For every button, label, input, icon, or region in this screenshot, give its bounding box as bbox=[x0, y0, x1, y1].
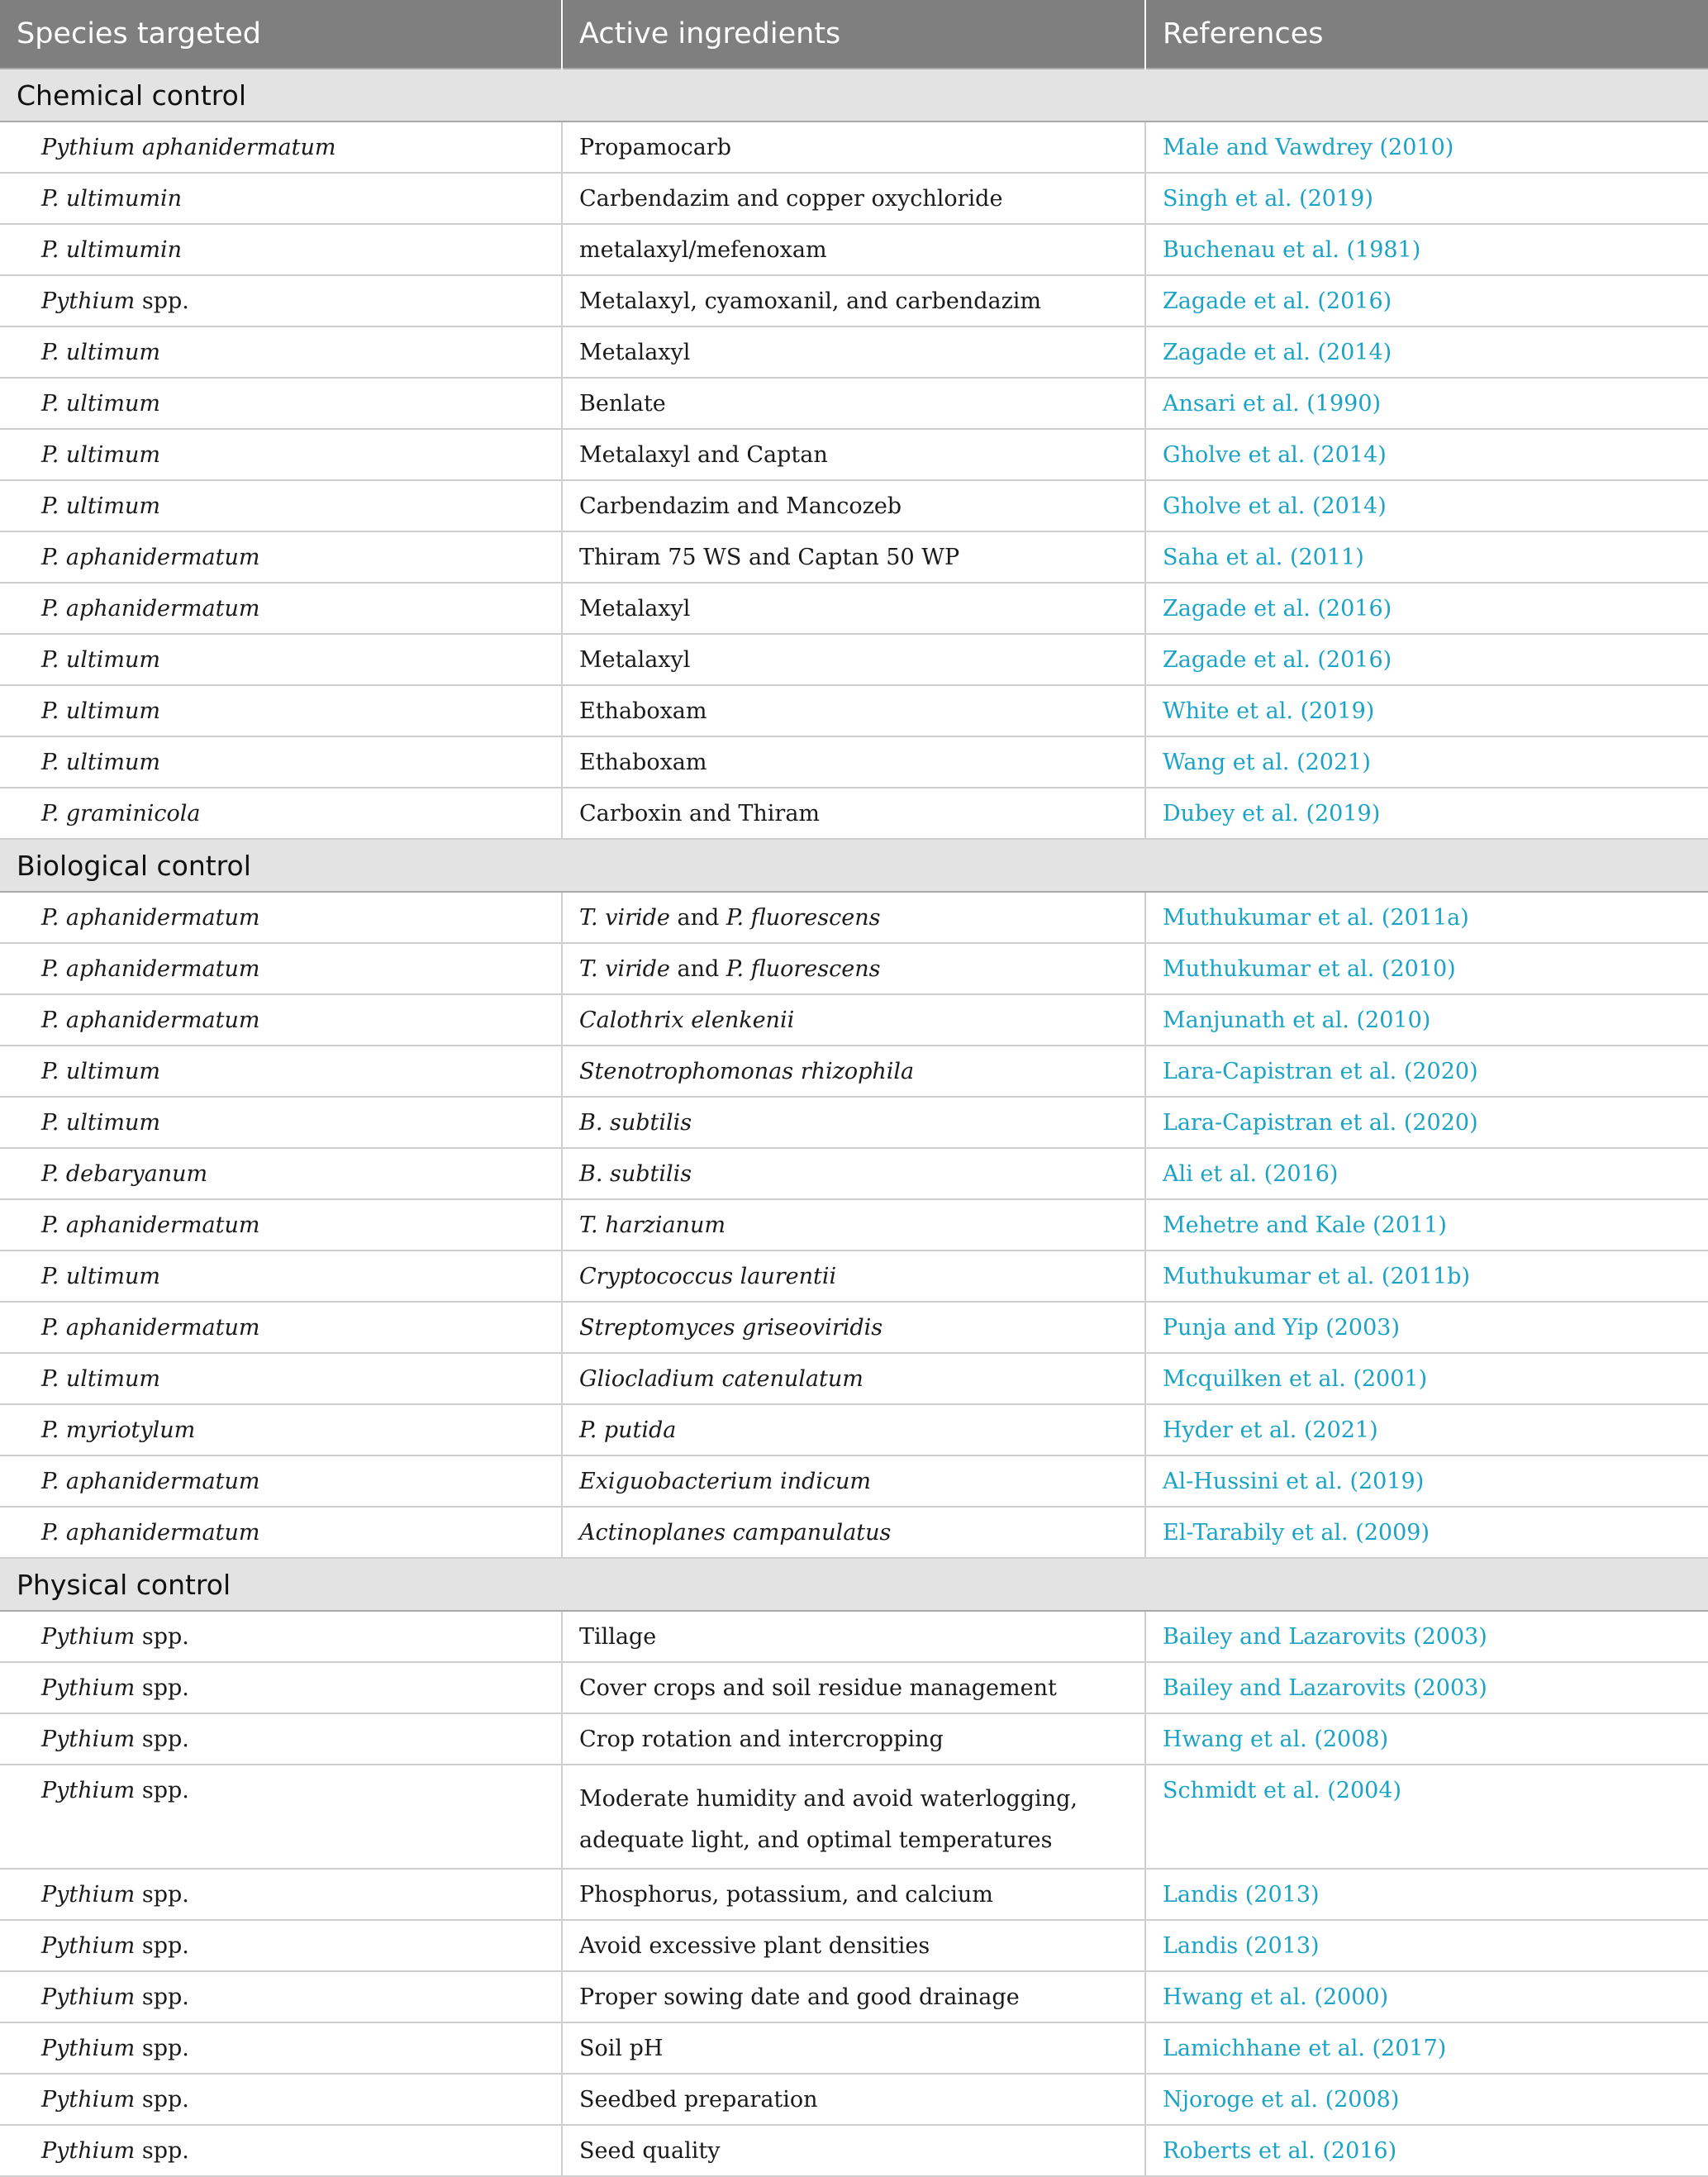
reference-link[interactable]: Manjunath et al. (2010) bbox=[1145, 994, 1708, 1046]
table-row bbox=[0, 685, 1708, 736]
species-cell: P. aphanidermatum bbox=[0, 892, 562, 943]
ingredient-cell: Cryptococcus laurentii bbox=[562, 1250, 1145, 1302]
reference-link[interactable]: Hwang et al. (2000) bbox=[1145, 1971, 1708, 2022]
genus-name: Pythium bbox=[41, 1623, 136, 1650]
reference-link[interactable]: Saha et al. (2011) bbox=[1145, 531, 1708, 583]
ingredient-cell: T. harzianum bbox=[562, 1199, 1145, 1250]
reference-link[interactable]: Muthukumar et al. (2010) bbox=[1145, 943, 1708, 994]
ingredient-cell: Phosphorus, potassium, and calcium bbox=[562, 1869, 1145, 1920]
section-title: Biological control bbox=[0, 839, 1708, 892]
reference-link[interactable]: Hyder et al. (2021) bbox=[1145, 1404, 1708, 1455]
species-cell: P. ultimum bbox=[0, 634, 562, 685]
ingredient-cell: metalaxyl/mefenoxam bbox=[562, 224, 1145, 275]
ingredient-cell: Carboxin and Thiram bbox=[562, 788, 1145, 839]
ingredient-cell: Metalaxyl bbox=[562, 326, 1145, 378]
table-row bbox=[0, 943, 1708, 994]
genus-name: Pythium bbox=[41, 1881, 136, 1908]
species-cell: P. ultimum bbox=[0, 480, 562, 531]
table-row bbox=[0, 378, 1708, 429]
table-row bbox=[0, 1302, 1708, 1353]
header-species: Species targeted bbox=[0, 0, 562, 69]
species-cell: P. ultimum bbox=[0, 378, 562, 429]
ingredient-cell: B. subtilis bbox=[562, 1148, 1145, 1199]
reference-link[interactable]: Male and Vawdrey (2010) bbox=[1145, 121, 1708, 173]
species-cell: P. ultimum bbox=[0, 1097, 562, 1148]
table-row bbox=[0, 2125, 1708, 2176]
species-cell bbox=[0, 1920, 562, 1971]
genus-name: Pythium bbox=[41, 1726, 136, 1752]
ingredient-cell: Tillage bbox=[562, 1611, 1145, 1662]
species-cell: P. aphanidermatum bbox=[0, 583, 562, 634]
species-cell: P. myriotylum bbox=[0, 1404, 562, 1455]
species-cell bbox=[0, 1611, 562, 1662]
ingredient-cell: Metalaxyl bbox=[562, 634, 1145, 685]
species-cell: P. aphanidermatum bbox=[0, 531, 562, 583]
reference-link[interactable]: Landis (2013) bbox=[1145, 1869, 1708, 1920]
ingredient-cell: B. subtilis bbox=[562, 1097, 1145, 1148]
table-row bbox=[0, 1250, 1708, 1302]
species-cell bbox=[0, 1971, 562, 2022]
table-row bbox=[0, 583, 1708, 634]
ingredient-cell: Moderate humidity and avoid waterlogging, adequate light, and optimal temperatures bbox=[562, 1765, 1145, 1869]
ingredient-cell: Streptomyces griseoviridis bbox=[562, 1302, 1145, 1353]
species-cell: P. ultimumin bbox=[0, 224, 562, 275]
species-suffix: spp. bbox=[135, 1932, 189, 1959]
genus-name: Pythium bbox=[41, 1984, 136, 2010]
table-row bbox=[0, 736, 1708, 788]
reference-link[interactable]: Zagade et al. (2016) bbox=[1145, 583, 1708, 634]
reference-link[interactable]: White et al. (2019) bbox=[1145, 685, 1708, 736]
species-suffix: spp. bbox=[135, 1778, 189, 1803]
reference-link[interactable]: Gholve et al. (2014) bbox=[1145, 480, 1708, 531]
ingredient-cell: Carbendazim and copper oxychloride bbox=[562, 173, 1145, 224]
species-cell: P. aphanidermatum bbox=[0, 1455, 562, 1507]
species-suffix: spp. bbox=[135, 2035, 189, 2061]
table-row bbox=[0, 1920, 1708, 1971]
reference-link[interactable]: Ali et al. (2016) bbox=[1145, 1148, 1708, 1199]
reference-link[interactable]: Muthukumar et al. (2011a) bbox=[1145, 892, 1708, 943]
reference-link[interactable]: Al-Hussini et al. (2019) bbox=[1145, 1455, 1708, 1507]
reference-link[interactable]: Zagade et al. (2016) bbox=[1145, 634, 1708, 685]
ingredient-cell: Gliocladium catenulatum bbox=[562, 1353, 1145, 1404]
ingredient-cell: Ethaboxam bbox=[562, 736, 1145, 788]
species-suffix: spp. bbox=[135, 288, 189, 314]
section-row bbox=[0, 839, 1708, 892]
table-row bbox=[0, 1713, 1708, 1765]
table-row bbox=[0, 1353, 1708, 1404]
species-suffix: spp. bbox=[135, 1881, 189, 1908]
genus-name: Pythium bbox=[41, 2035, 136, 2061]
reference-link[interactable]: Punja and Yip (2003) bbox=[1145, 1302, 1708, 1353]
table-row bbox=[0, 994, 1708, 1046]
species-cell bbox=[0, 2022, 562, 2074]
section-title: Physical control bbox=[0, 1558, 1708, 1611]
species-cell: P. aphanidermatum bbox=[0, 1199, 562, 1250]
ingredient-conjunction: and bbox=[669, 904, 726, 931]
species-cell: P. ultimum bbox=[0, 736, 562, 788]
species-suffix: spp. bbox=[135, 1623, 189, 1650]
reference-link[interactable]: El-Tarabily et al. (2009) bbox=[1145, 1507, 1708, 1558]
table-row bbox=[0, 1507, 1708, 1558]
ingredient-cell: P. putida bbox=[562, 1404, 1145, 1455]
table-row bbox=[0, 892, 1708, 943]
ingredient-cell: Metalaxyl, cyamoxanil, and carbendazim bbox=[562, 275, 1145, 326]
table-row bbox=[0, 121, 1708, 173]
table-row bbox=[0, 1765, 1708, 1869]
species-cell: P. ultimum bbox=[0, 1353, 562, 1404]
species-cell bbox=[0, 1662, 562, 1713]
ingredient-cell: Metalaxyl and Captan bbox=[562, 429, 1145, 480]
ingredient-cell: Cover crops and soil residue management bbox=[562, 1662, 1145, 1713]
ingredient-cell: Exiguobacterium indicum bbox=[562, 1455, 1145, 1507]
ingredient-cell: Avoid excessive plant densities bbox=[562, 1920, 1145, 1971]
ingredient-cell: Seedbed preparation bbox=[562, 2074, 1145, 2125]
species-cell bbox=[0, 2125, 562, 2176]
ingredient-cell: Calothrix elenkenii bbox=[562, 994, 1145, 1046]
reference-link[interactable]: Mehetre and Kale (2011) bbox=[1145, 1199, 1708, 1250]
table-row bbox=[0, 1097, 1708, 1148]
species-suffix: spp. bbox=[135, 2086, 189, 2113]
ingredient-organism: P. fluorescens bbox=[726, 904, 881, 931]
species-suffix: spp. bbox=[135, 1726, 189, 1752]
species-cell: P. ultimum bbox=[0, 1250, 562, 1302]
reference-link[interactable]: Hwang et al. (2008) bbox=[1145, 1713, 1708, 1765]
ingredient-cell: Actinoplanes campanulatus bbox=[562, 1507, 1145, 1558]
table-row bbox=[0, 2022, 1708, 2074]
ingredient-conjunction: and bbox=[669, 955, 726, 982]
species-cell bbox=[0, 1765, 562, 1869]
table-row bbox=[0, 326, 1708, 378]
ingredient-cell: Metalaxyl bbox=[562, 583, 1145, 634]
species-cell: P. debaryanum bbox=[0, 1148, 562, 1199]
species-cell: P. graminicola bbox=[0, 788, 562, 839]
reference-link[interactable]: Schmidt et al. (2004) bbox=[1145, 1765, 1708, 1869]
table-row bbox=[0, 429, 1708, 480]
header-references: References bbox=[1145, 0, 1708, 69]
species-cell: P. ultimum bbox=[0, 685, 562, 736]
table-row bbox=[0, 634, 1708, 685]
genus-name: Pythium bbox=[41, 1932, 136, 1959]
table-header bbox=[0, 0, 1708, 69]
ingredient-cell: Carbendazim and Mancozeb bbox=[562, 480, 1145, 531]
reference-link[interactable]: Lara-Capistran et al. (2020) bbox=[1145, 1046, 1708, 1097]
table-row bbox=[0, 1662, 1708, 1713]
ingredient-cell: Stenotrophomonas rhizophila bbox=[562, 1046, 1145, 1097]
table-row bbox=[0, 1148, 1708, 1199]
table-row bbox=[0, 480, 1708, 531]
species-cell: P. aphanidermatum bbox=[0, 1302, 562, 1353]
header-ingredients: Active ingredients bbox=[562, 0, 1145, 69]
reference-link[interactable]: Buchenau et al. (1981) bbox=[1145, 224, 1708, 275]
table-row bbox=[0, 1046, 1708, 1097]
species-suffix: spp. bbox=[135, 1984, 189, 2010]
genus-name: Pythium bbox=[41, 2137, 136, 2164]
genus-name: Pythium bbox=[41, 1778, 136, 1803]
table-row bbox=[0, 1611, 1708, 1662]
reference-link[interactable]: Singh et al. (2019) bbox=[1145, 173, 1708, 224]
reference-link[interactable]: Muthukumar et al. (2011b) bbox=[1145, 1250, 1708, 1302]
species-cell: Pythium aphanidermatum bbox=[0, 121, 562, 173]
species-cell: P. ultimumin bbox=[0, 173, 562, 224]
reference-link[interactable]: Wang et al. (2021) bbox=[1145, 736, 1708, 788]
table-body bbox=[0, 69, 1708, 2176]
species-suffix: spp. bbox=[135, 1674, 189, 1701]
reference-link[interactable]: Bailey and Lazarovits (2003) bbox=[1145, 1662, 1708, 1713]
table-row bbox=[0, 1404, 1708, 1455]
ingredient-cell bbox=[562, 892, 1145, 943]
species-cell bbox=[0, 275, 562, 326]
table-row bbox=[0, 1971, 1708, 2022]
table-row bbox=[0, 224, 1708, 275]
species-cell: P. ultimum bbox=[0, 1046, 562, 1097]
table-row bbox=[0, 1455, 1708, 1507]
reference-link[interactable]: Roberts et al. (2016) bbox=[1145, 2125, 1708, 2176]
reference-link[interactable]: Gholve et al. (2014) bbox=[1145, 429, 1708, 480]
table-row bbox=[0, 531, 1708, 583]
species-suffix: spp. bbox=[135, 2137, 189, 2164]
species-cell: P. aphanidermatum bbox=[0, 994, 562, 1046]
ingredient-cell bbox=[562, 943, 1145, 994]
reference-link[interactable]: Lamichhane et al. (2017) bbox=[1145, 2022, 1708, 2074]
species-cell bbox=[0, 1713, 562, 1765]
ingredient-cell: Seed quality bbox=[562, 2125, 1145, 2176]
ingredient-cell: Propamocarb bbox=[562, 121, 1145, 173]
reference-link[interactable]: Lara-Capistran et al. (2020) bbox=[1145, 1097, 1708, 1148]
ingredient-cell: Ethaboxam bbox=[562, 685, 1145, 736]
reference-link[interactable]: Bailey and Lazarovits (2003) bbox=[1145, 1611, 1708, 1662]
reference-link[interactable]: Mcquilken et al. (2001) bbox=[1145, 1353, 1708, 1404]
ingredient-cell: Proper sowing date and good drainage bbox=[562, 1971, 1145, 2022]
ingredient-cell: Soil pH bbox=[562, 2022, 1145, 2074]
reference-link[interactable]: Dubey et al. (2019) bbox=[1145, 788, 1708, 839]
section-row bbox=[0, 1558, 1708, 1611]
ingredient-cell: Crop rotation and intercropping bbox=[562, 1713, 1145, 1765]
species-cell bbox=[0, 1869, 562, 1920]
species-cell: P. ultimum bbox=[0, 326, 562, 378]
table-row bbox=[0, 173, 1708, 224]
section-title: Chemical control bbox=[0, 69, 1708, 121]
genus-name: Pythium bbox=[41, 2086, 136, 2113]
table-row bbox=[0, 788, 1708, 839]
ingredient-organism: T. viride bbox=[579, 955, 670, 982]
section-row bbox=[0, 69, 1708, 121]
species-cell: P. aphanidermatum bbox=[0, 1507, 562, 1558]
ingredient-organism: T. viride bbox=[579, 904, 670, 931]
table-row bbox=[0, 275, 1708, 326]
ingredient-organism: P. fluorescens bbox=[726, 955, 881, 982]
species-cell bbox=[0, 2074, 562, 2125]
reference-link[interactable]: Njoroge et al. (2008) bbox=[1145, 2074, 1708, 2125]
genus-name: Pythium bbox=[41, 288, 136, 314]
reference-link[interactable]: Zagade et al. (2014) bbox=[1145, 326, 1708, 378]
genus-name: Pythium bbox=[41, 1674, 136, 1701]
ingredient-cell: Thiram 75 WS and Captan 50 WP bbox=[562, 531, 1145, 583]
table-row bbox=[0, 1869, 1708, 1920]
reference-link[interactable]: Landis (2013) bbox=[1145, 1920, 1708, 1971]
species-cell: P. ultimum bbox=[0, 429, 562, 480]
species-cell: P. aphanidermatum bbox=[0, 943, 562, 994]
table-row bbox=[0, 2074, 1708, 2125]
table-row bbox=[0, 1199, 1708, 1250]
header-row bbox=[0, 0, 1708, 69]
reference-link[interactable]: Ansari et al. (1990) bbox=[1145, 378, 1708, 429]
ingredient-cell: Benlate bbox=[562, 378, 1145, 429]
reference-link[interactable]: Zagade et al. (2016) bbox=[1145, 275, 1708, 326]
